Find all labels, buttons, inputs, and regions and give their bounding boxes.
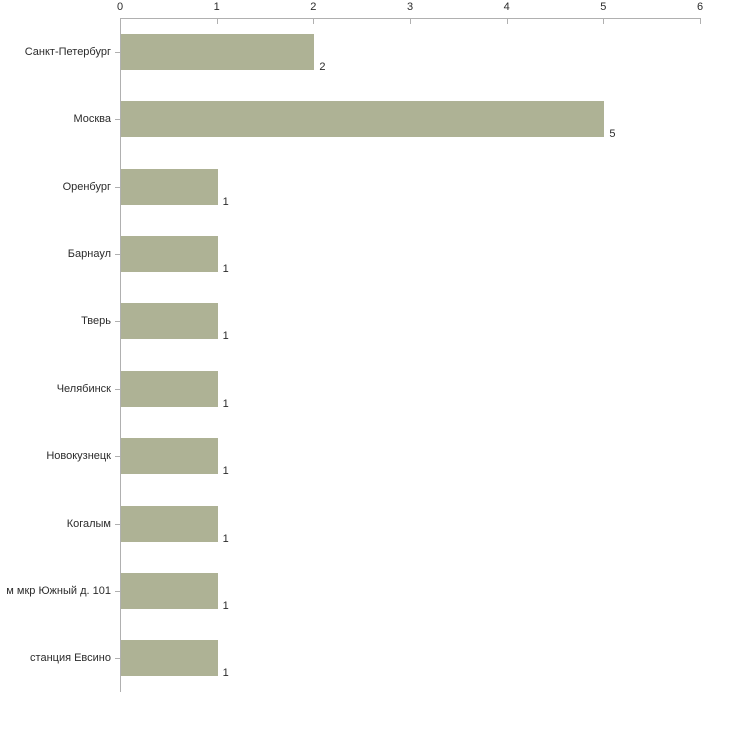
bar-value-label: 1 [222, 262, 229, 275]
bar-value-label: 1 [222, 397, 229, 410]
y-axis-category-label: Челябинск [56, 382, 111, 395]
bar-value-label: 1 [222, 195, 229, 208]
x-axis-tick-label: 2 [310, 1, 317, 13]
y-axis-tick [115, 524, 120, 525]
x-axis-tick [313, 18, 314, 24]
bar-value-label: 1 [222, 330, 229, 343]
y-axis-tick [115, 321, 120, 322]
x-axis-tick [217, 18, 218, 24]
y-axis-category-label: Барнаул [67, 247, 111, 260]
y-axis-category-label: м мкр Южный д. 101 [6, 584, 111, 597]
bar[interactable] [121, 573, 218, 609]
bar[interactable] [121, 371, 218, 407]
y-axis-tick [115, 119, 120, 120]
y-axis-category-label: Москва [73, 113, 111, 126]
bar[interactable] [121, 640, 218, 676]
bar[interactable] [121, 34, 314, 70]
bar[interactable] [121, 101, 604, 137]
y-axis-category-label: Новокузнецк [46, 450, 111, 463]
bar-value-label: 2 [319, 60, 326, 73]
y-axis-category-label: Тверь [81, 315, 111, 328]
x-axis-tick-label: 0 [116, 1, 124, 13]
y-axis-tick [115, 52, 120, 53]
bar-value-label: 1 [222, 667, 229, 680]
y-axis-category-label: станция Евсино [30, 652, 111, 665]
y-axis-category-label: Санкт-Петербург [24, 45, 111, 58]
y-axis-tick [115, 658, 120, 659]
x-axis-tick-label: 6 [696, 1, 704, 13]
y-axis-tick [115, 456, 120, 457]
x-axis-tick [410, 18, 411, 24]
x-axis-tick [603, 18, 604, 24]
bar-value-label: 1 [222, 465, 229, 478]
bar-value-label: 5 [609, 128, 616, 141]
bar-value-label: 1 [222, 532, 229, 545]
y-axis-tick [115, 187, 120, 188]
x-axis-tick-label: 1 [213, 1, 220, 13]
x-axis-tick [700, 18, 701, 24]
y-axis-tick [115, 389, 120, 390]
bar[interactable] [121, 303, 218, 339]
bar[interactable] [121, 438, 218, 474]
y-axis-tick [115, 254, 120, 255]
bar[interactable] [121, 236, 218, 272]
bar[interactable] [121, 169, 218, 205]
x-axis-tick-label: 4 [503, 1, 510, 13]
plot-area [6, 1, 704, 692]
y-axis-category-label: Когалым [66, 517, 111, 530]
y-axis-tick [115, 591, 120, 592]
bar[interactable] [121, 506, 218, 542]
bar-value-label: 1 [222, 599, 229, 612]
x-axis-tick-label: 5 [600, 1, 607, 13]
x-axis-tick [120, 18, 121, 24]
y-axis-category-label: Оренбург [62, 180, 111, 193]
x-axis-tick-label: 3 [406, 1, 414, 13]
x-axis-tick [507, 18, 508, 24]
